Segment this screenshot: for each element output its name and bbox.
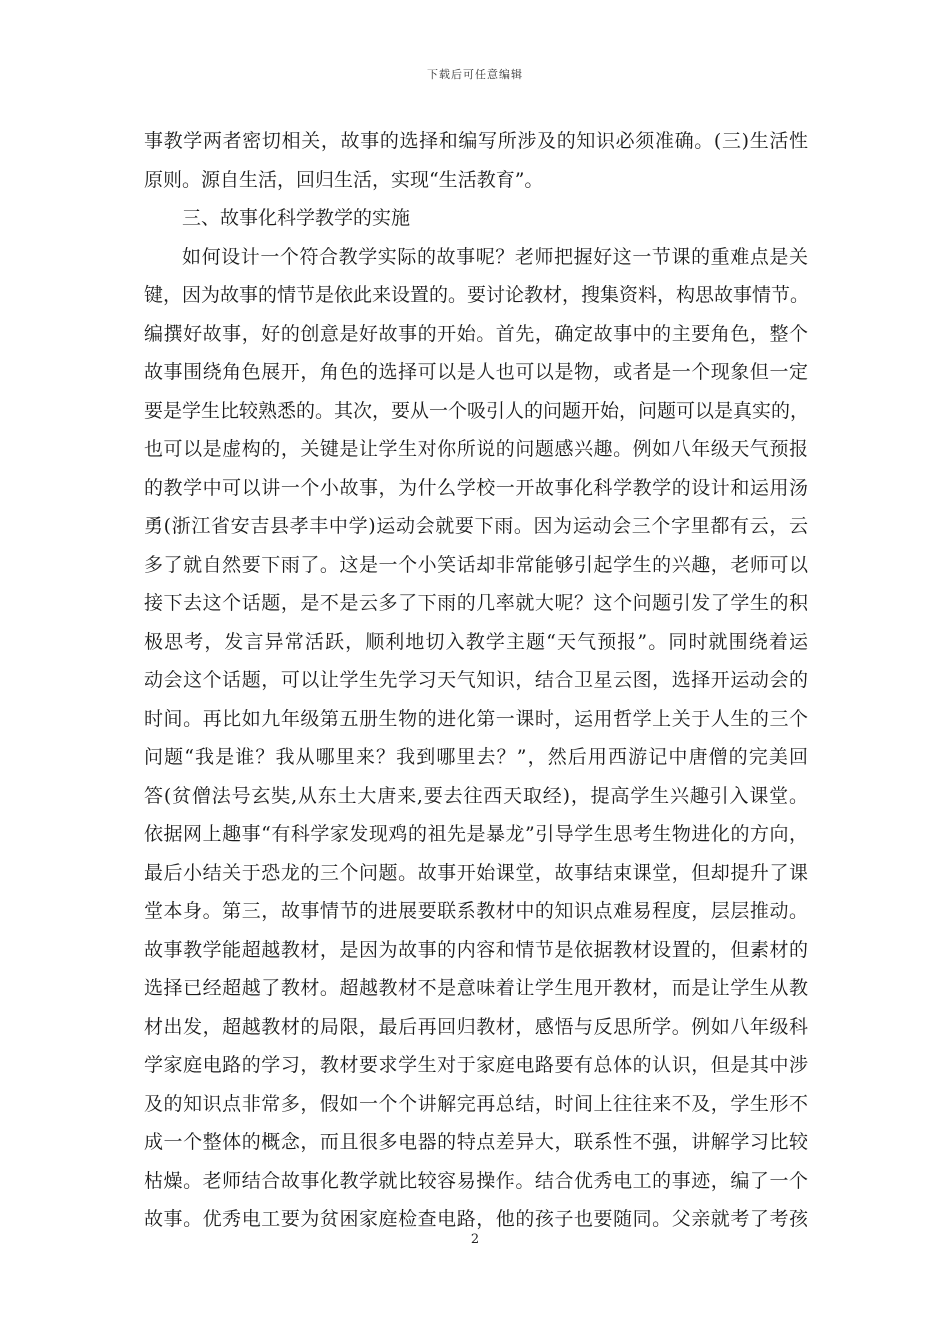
- text-line: 故事。优秀电工要为贫困家庭检查电路，他的孩子也要随同。父亲就考了考孩: [144, 1208, 808, 1230]
- text-line: 枯燥。老师结合故事化教学就比较容易操作。结合优秀电工的事迹，编了一个: [144, 1169, 808, 1192]
- text-line: 的教学中可以讲一个小故事，为什么学校一开故事化科学教学的设计和运用汤: [144, 476, 808, 499]
- text-line: 成一个整体的概念，而且很多电器的特点差异大，联系性不强，讲解学习比较: [144, 1131, 808, 1153]
- text-line: 原则。源自生活，回归生活，实现“生活教育”。: [144, 168, 544, 191]
- text-line: 最后小结关于恐龙的三个问题。故事开始课堂，故事结束课堂，但却提升了课: [144, 861, 808, 884]
- text-line: 故事围绕角色展开，角色的选择可以是人也可以是物，或者是一个现象但一定: [144, 361, 808, 383]
- text-line: 依据网上趣事“有科学家发现鸡的祖先是暴龙”引导学生思考生物进化的方向，: [144, 823, 808, 845]
- text-line: 答(贫僧法号玄奘,从东土大唐来,要去往西天取经)，提高学生兴趣引入课堂。: [144, 784, 808, 807]
- text-line: 极思考，发言异常活跃，顺利地切入教学主题“天气预报”。同时就围绕着运: [144, 630, 808, 653]
- text-line: 勇(浙江省安吉县孝丰中学)运动会就要下雨。因为运动会三个字里都有云，云: [144, 515, 808, 537]
- text-line: 学家庭电路的学习，教材要求学生对于家庭电路要有总体的认识，但是其中涉: [144, 1054, 808, 1076]
- text-line: 及的知识点非常多，假如一个个讲解完再总结，时间上往往来不及，学生形不: [144, 1092, 808, 1115]
- text-line: 多了就自然要下雨了。这是一个小笑话却非常能够引起学生的兴趣，老师可以: [144, 553, 808, 576]
- text-line: 问题“我是谁？我从哪里来？我到哪里去？”，然后用西游记中唐僧的完美回: [144, 746, 808, 768]
- text-line: 堂本身。第三，故事情节的进展要联系教材中的知识点难易程度，层层推动。: [144, 900, 808, 922]
- page-number: 2: [470, 1232, 480, 1247]
- text-line: 也可以是虚构的，关键是让学生对你所说的问题感兴趣。例如八年级天气预报: [144, 438, 808, 460]
- document-body: [144, 122, 808, 1239]
- page-header: 下载后可任意编辑: [427, 68, 523, 81]
- text-line: 编撰好故事，好的创意是好故事的开始。首先，确定故事中的主要角色，整个: [144, 322, 808, 345]
- text-line: 事教学两者密切相关，故事的选择和编写所涉及的知识必须准确。(三)生活性: [144, 130, 808, 152]
- text-line: 材出发，超越教材的局限，最后再回归教材，感悟与反思所学。例如八年级科: [144, 1015, 808, 1038]
- text-line: 故事教学能超越教材，是因为故事的内容和情节是依据教材设置的，但素材的: [144, 938, 808, 961]
- text-line: 时间。再比如九年级第五册生物的进化第一课时，运用哲学上关于人生的三个: [144, 707, 808, 730]
- text-line: 如何设计一个符合教学实际的故事呢？老师把握好这一节课的重难点是关: [182, 245, 808, 268]
- text-line: 键，因为故事的情节是依此来设置的。要讨论教材，搜集资料，构思故事情节。: [144, 284, 810, 306]
- text-line: 要是学生比较熟悉的。其次，要从一个吸引人的问题开始，问题可以是真实的，: [144, 399, 810, 422]
- section-heading: 三、故事化科学教学的实施: [182, 207, 411, 229]
- text-line: 动会这个话题，可以让学生先学习天气知识，结合卫星云图，选择开运动会的: [144, 669, 808, 691]
- text-line: 接下去这个话题，是不是云多了下雨的几率就大呢？这个问题引发了学生的积: [144, 592, 808, 614]
- text-line: 选择已经超越了教材。超越教材不是意味着让学生甩开教材，而是让学生从教: [144, 977, 808, 999]
